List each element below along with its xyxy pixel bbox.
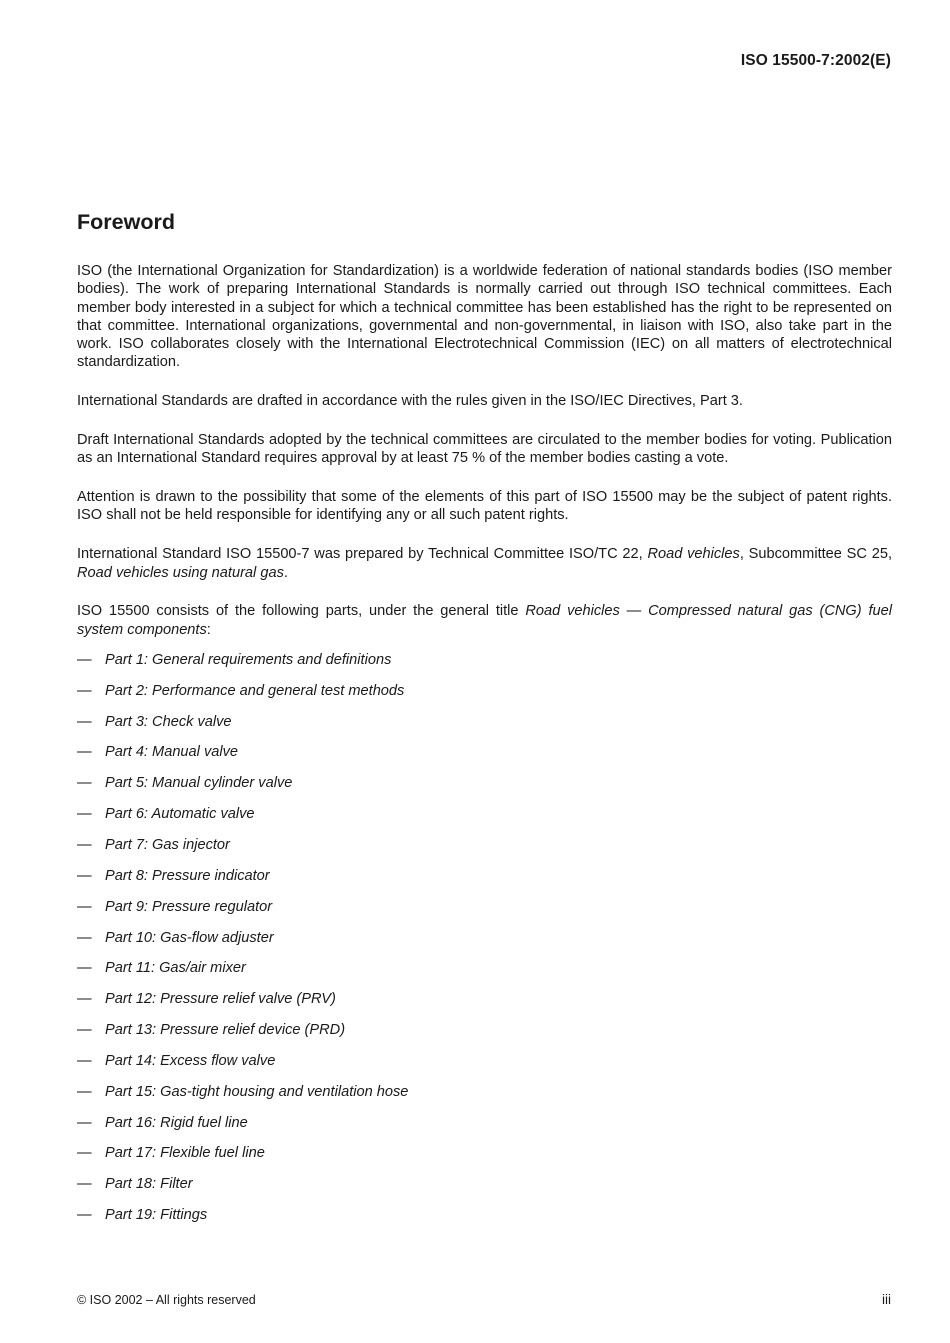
parts-intro-colon: :: [206, 621, 211, 638]
list-item: [77, 651, 892, 682]
paragraph-directives: International Standards are drafted in accordance with the rules given in the ISO/IEC Directives, Part 3.: [77, 393, 743, 410]
list-dash: —: [77, 682, 92, 699]
list-dash: —: [77, 1052, 92, 1069]
list-dash: —: [77, 867, 92, 884]
list-dash: —: [77, 744, 92, 761]
part-title: Part 12: Pressure relief valve (PRV): [105, 991, 336, 1008]
list-dash: —: [77, 929, 92, 946]
list-dash: —: [77, 1207, 92, 1224]
committee-title: Road vehicles: [647, 546, 740, 563]
parts-intro-text: ISO 15500 consists of the following parts, under the general title: [77, 603, 526, 620]
list-dash: —: [77, 1176, 92, 1193]
part-title: Part 17: Flexible fuel line: [105, 1145, 265, 1162]
list-dash: —: [77, 775, 92, 792]
preparation-text-1: International Standard ISO 15500-7 was prepared by Technical Committee ISO/TC 22,: [77, 546, 648, 563]
list-item: [77, 805, 892, 836]
preparation-text-3: .: [283, 564, 288, 581]
list-dash: —: [77, 1145, 92, 1162]
document-identifier: ISO 15500-7:2002(E): [740, 52, 891, 69]
list-item: [77, 1083, 892, 1114]
page-number: iii: [882, 1292, 891, 1307]
part-title: Part 7: Gas injector: [105, 837, 230, 854]
part-title: Part 5: Manual cylinder valve: [105, 775, 293, 792]
list-item: [77, 1052, 892, 1083]
list-dash: —: [77, 806, 92, 823]
list-item: [77, 959, 892, 990]
list-item: [77, 836, 892, 867]
paragraph-iso-overview: ISO (the International Organization for Standardization) is a worldwide federation of national standards bodies (ISO member bodies). The work of preparing International Standards is normally carried out through ISO technical committees. Each member body interested in a subject for which a technical committee has been established has the right to be represented on that committee. International organizations, governmental and non-governmental, in liaison with ISO, also take part in the work. ISO collaborates closely with the International Electrotechnical Commission (IEC) on all matters of electrotechnical standardization.: [77, 263, 892, 371]
list-item: [77, 1175, 892, 1206]
list-item: [77, 867, 892, 898]
list-item: [77, 1144, 892, 1175]
paragraph-parts-intro: [77, 602, 892, 639]
part-title: Part 13: Pressure relief device (PRD): [105, 1022, 346, 1039]
parts-list: [77, 651, 892, 1237]
list-dash: —: [77, 1114, 92, 1131]
part-title: Part 14: Excess flow valve: [105, 1052, 276, 1069]
list-item: [77, 898, 892, 929]
list-dash: —: [77, 960, 92, 977]
list-item: [77, 1114, 892, 1145]
subcommittee-title: Road vehicles using natural gas: [77, 564, 284, 581]
list-item: [77, 1021, 892, 1052]
paragraph-preparation: [77, 545, 892, 582]
list-item: [77, 713, 892, 744]
part-title: Part 18: Filter: [105, 1176, 193, 1193]
list-item: [77, 743, 892, 774]
copyright-notice: © ISO 2002 – All rights reserved: [77, 1293, 256, 1307]
paragraph-patent-rights: Attention is drawn to the possibility that some of the elements of this part of ISO 15500 may be the subject of patent rights. ISO shall not be held responsible for identifying any or all such patent rights.: [77, 489, 892, 524]
part-title: Part 4: Manual valve: [105, 744, 239, 761]
preparation-text-2: , Subcommittee SC 25,: [739, 546, 892, 563]
list-item: [77, 774, 892, 805]
part-title: Part 6: Automatic valve: [105, 806, 255, 823]
part-title: Part 19: Fittings: [105, 1207, 208, 1224]
list-dash: —: [77, 651, 92, 668]
part-title: Part 1: General requirements and definitions: [105, 651, 392, 668]
part-title: Part 8: Pressure indicator: [105, 867, 270, 884]
list-dash: —: [77, 1083, 92, 1100]
list-item: [77, 682, 892, 713]
paragraph-voting: Draft International Standards adopted by the technical committees are circulated to the member bodies for voting. Publication as an International Standard requires approval by at least 75 % of the member bodies casting a vote.: [77, 432, 892, 467]
list-dash: —: [77, 713, 92, 730]
list-item: [77, 1206, 892, 1237]
part-title: Part 16: Rigid fuel line: [105, 1114, 248, 1131]
part-title: Part 11: Gas/air mixer: [105, 960, 246, 977]
list-dash: —: [77, 991, 92, 1008]
part-title: Part 9: Pressure regulator: [105, 898, 273, 915]
list-item: [77, 929, 892, 960]
part-title: Part 3: Check valve: [105, 713, 232, 730]
foreword-body: [77, 262, 892, 1237]
list-dash: —: [77, 837, 92, 854]
part-title: Part 15: Gas-tight housing and ventilation hose: [105, 1083, 409, 1100]
list-dash: —: [77, 898, 92, 915]
list-dash: —: [77, 1022, 92, 1039]
part-title: Part 2: Performance and general test methods: [105, 682, 405, 699]
list-item: [77, 990, 892, 1021]
page-title: Foreword: [77, 210, 175, 234]
general-title: Road vehicles — Compressed natural gas (CNG) fuel system components: [77, 603, 892, 638]
part-title: Part 10: Gas-flow adjuster: [105, 929, 274, 946]
